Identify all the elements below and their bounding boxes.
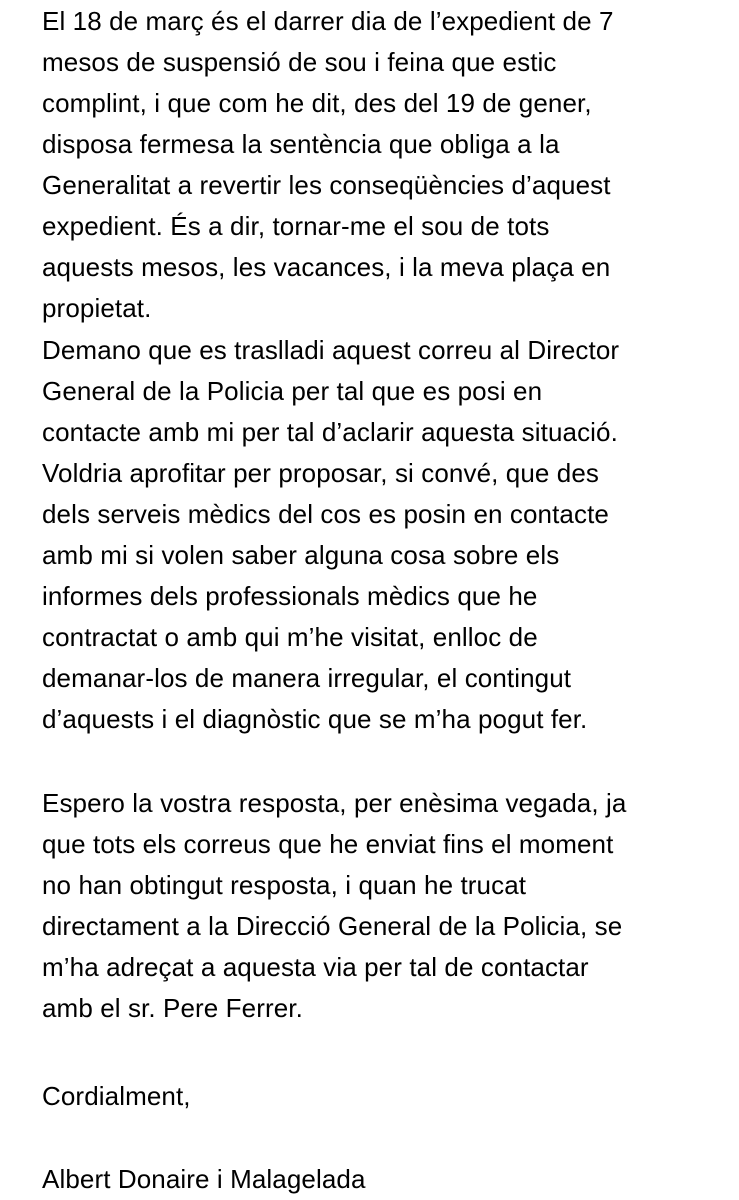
text-line: informes dels professionals mèdics que he: [42, 581, 538, 611]
text-line: expedient. És a dir, tornar-me el sou de tots: [42, 211, 550, 241]
text-line: contractat o amb qui m’he visitat, enlloc de: [42, 622, 538, 652]
closing-text: Cordialment,: [42, 1081, 191, 1111]
text-line: que tots els correus que he enviat fins el moment: [42, 829, 614, 859]
text-line: Generalitat a revertir les conseqüències d’aquest: [42, 170, 611, 200]
text-line: directament a la Direcció General de la Policia, se: [42, 911, 623, 941]
text-line: disposa fermesa la sentència que obliga a la: [42, 129, 560, 159]
email-closing: [42, 1076, 191, 1117]
email-paragraph-3: [42, 783, 626, 1029]
text-line: dels serveis mèdics del cos es posin en contacte: [42, 499, 609, 529]
text-line: d’aquests i el diagnòstic que se m’ha pogut fer.: [42, 704, 588, 734]
text-line: amb mi si volen saber alguna cosa sobre els: [42, 540, 560, 570]
email-paragraph-2: [42, 330, 619, 740]
email-paragraph-1: [42, 1, 614, 329]
text-line: contacte amb mi per tal d’aclarir aquesta situació.: [42, 417, 618, 447]
text-line: Voldria aprofitar per proposar, si convé, que des: [42, 458, 600, 488]
text-line: El 18 de març és el darrer dia de l’expedient de 7: [42, 6, 614, 36]
text-line: Espero la vostra resposta, per enèsima vegada, ja: [42, 788, 627, 818]
text-line: propietat.: [42, 293, 152, 323]
email-signature: [42, 1159, 366, 1200]
signature-text: Albert Donaire i Malagelada: [42, 1164, 366, 1194]
text-line: no han obtingut resposta, i quan he trucat: [42, 870, 527, 900]
text-line: amb el sr. Pere Ferrer.: [42, 993, 303, 1023]
text-line: aquests mesos, les vacances, i la meva plaça en: [42, 252, 611, 282]
text-line: demanar-los de manera irregular, el contingut: [42, 663, 572, 693]
text-line: Demano que es traslladi aquest correu al Director: [42, 335, 620, 365]
text-line: m’ha adreçat a aquesta via per tal de contactar: [42, 952, 589, 982]
text-line: General de la Policia per tal que es posi en: [42, 376, 543, 406]
text-line: complint, i que com he dit, des del 19 de gener,: [42, 88, 592, 118]
text-line: mesos de suspensió de sou i feina que estic: [42, 47, 557, 77]
